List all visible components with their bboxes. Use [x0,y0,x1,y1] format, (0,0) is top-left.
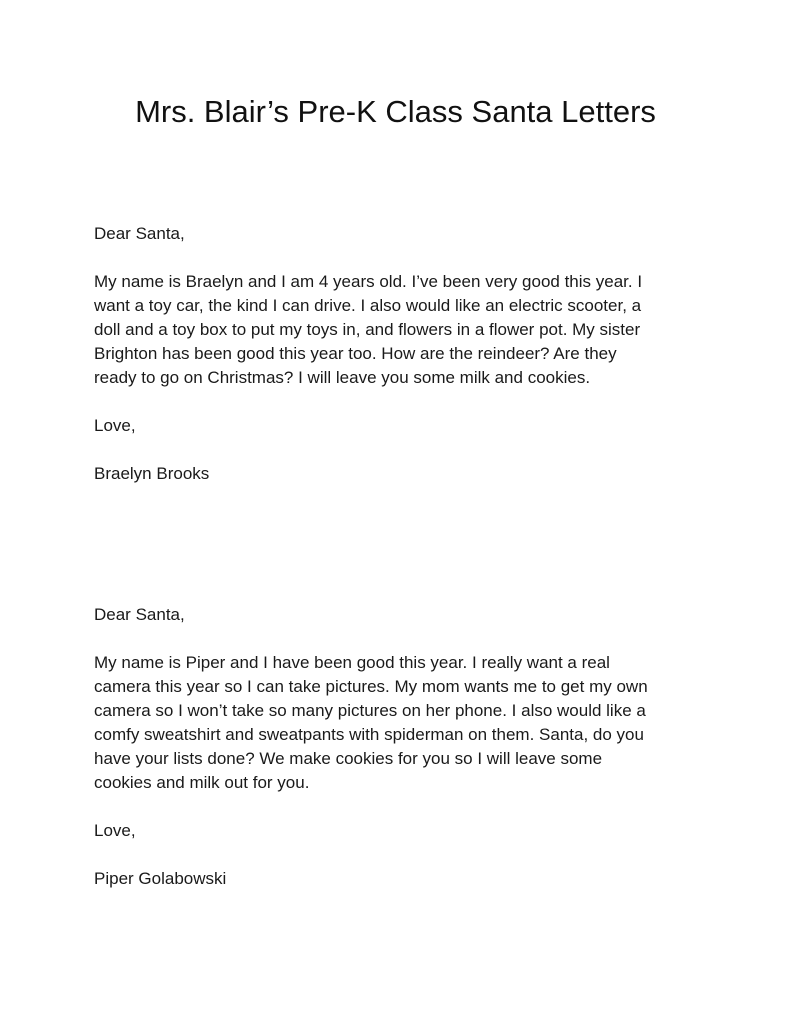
letter-body-line: want a toy car, the kind I can drive. I also would like an electric scooter, a [94,296,642,315]
letter-body-line: doll and a toy box to put my toys in, and flowers in a flower pot. My sister [94,320,641,339]
page-title: Mrs. Blair’s Pre-K Class Santa Letters [135,94,656,129]
letter-body-line: camera this year so I can take pictures. My mom wants me to get my own [94,677,648,696]
letter-body-line: cookies and milk out for you. [94,773,310,792]
letter-body-line: ready to go on Christmas? I will leave you some milk and cookies. [94,368,591,387]
letter-greeting: Dear Santa, [94,224,185,243]
letter-body [94,270,734,390]
letter-braelyn [94,222,734,486]
letter-body [94,651,734,795]
letter-body-line: My name is Braelyn and I am 4 years old. I’ve been very good this year. I [94,272,643,291]
letter-body-line: camera so I won’t take so many pictures on her phone. I also would like a [94,701,646,720]
letter-body-line: comfy sweatshirt and sweatpants with spiderman on them. Santa, do you [94,725,644,744]
letter-signature: Piper Golabowski [94,869,227,888]
letter-closing: Love, [94,821,136,840]
letter-body-line: Brighton has been good this year too. How are the reindeer? Are they [94,344,617,363]
letter-closing: Love, [94,416,136,435]
letter-piper [94,603,734,891]
letter-body-line: My name is Piper and I have been good this year. I really want a real [94,653,610,672]
letter-body-line: have your lists done? We make cookies for you so I will leave some [94,749,603,768]
letter-greeting: Dear Santa, [94,605,185,624]
letter-signature: Braelyn Brooks [94,464,210,483]
